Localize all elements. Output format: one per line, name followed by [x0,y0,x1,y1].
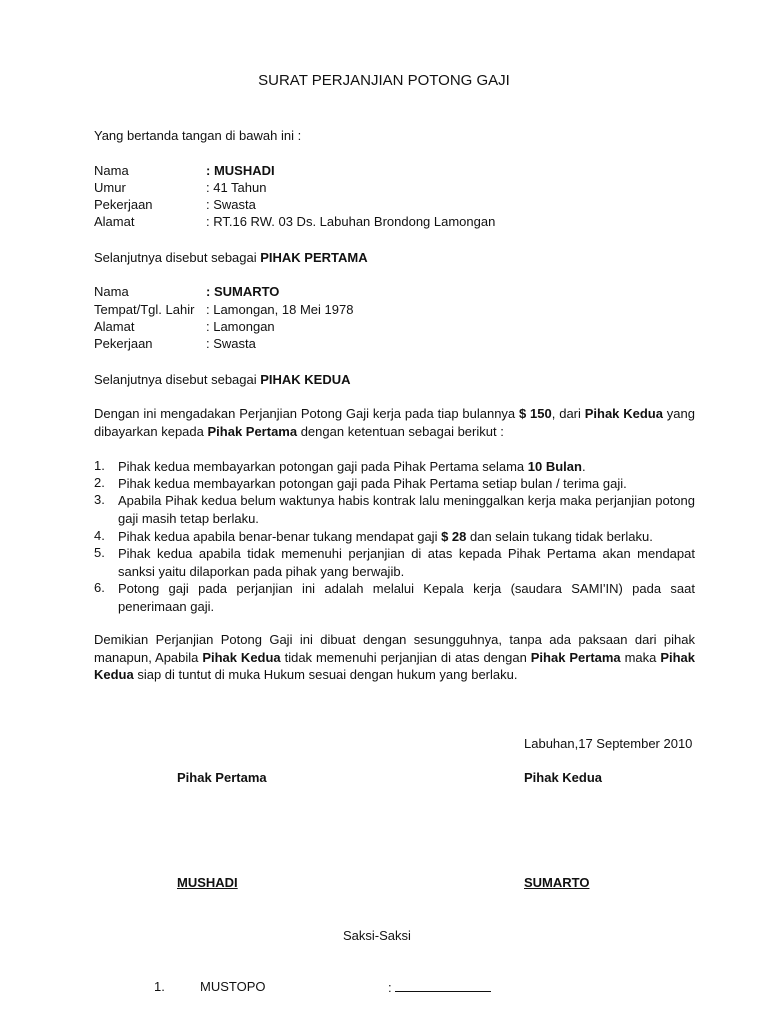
agreement-paragraph: Dengan ini mengadakan Perjanjian Potong Gaji kerja pada tiap bulannya $ 150, dari Pihak Kedua yang dibayarkan kepada Pihak Pertama dengan ketentuan sebagai berikut : [94,406,695,439]
term-text: Potong gaji pada perjanjian ini adalah melalui Kepala kerja (saudara SAMI'IN) pada saat penerimaan gaji. [118,581,695,614]
party2-label-nama: Nama [94,284,129,299]
term-number: 3. [94,492,105,507]
witness-colon: : [388,980,392,995]
term-number: 2. [94,475,105,490]
place-date: Labuhan,17 September 2010 [524,736,693,751]
party1-label-nama: Nama [94,163,129,178]
term-text: Apabila Pihak kedua belum waktunya habis kontrak lalu meninggalkan kerja maka perjanjian potong gaji masih tetap berlaku. [118,493,695,526]
party2-value-nama: : SUMARTO [206,284,280,299]
witness-number: 1. [154,979,165,994]
party2-label-alamat: Alamat [94,319,135,334]
party1-value-pekerjaan: : Swasta [206,197,256,212]
party2-value-pekerjaan: : Swasta [206,336,256,351]
term-number: 1. [94,458,105,473]
witness-name: MUSTOPO [200,979,266,994]
party1-label-pekerjaan: Pekerjaan [94,197,153,212]
party2-value-alamat: : Lamongan [206,319,275,334]
party1-value-umur: : 41 Tahun [206,180,267,195]
party1-label-alamat: Alamat [94,214,135,229]
term-number: 4. [94,528,105,543]
party2-label-pekerjaan: Pekerjaan [94,336,153,351]
witness-heading: Saksi-Saksi [343,928,411,943]
party2-value-ttl: : Lamongan, 18 Mei 1978 [206,302,354,317]
signature-right-role: Pihak Kedua [524,770,603,785]
intro-text: Yang bertanda tangan di bawah ini : [94,128,302,143]
document-title: SURAT PERJANJIAN POTONG GAJI [258,72,510,89]
party1-designation: Selanjutnya disebut sebagai PIHAK PERTAMA [94,250,368,265]
witness-signature-field [388,979,491,995]
signature-right-name: SUMARTO [524,875,590,890]
term-text: Pihak kedua apabila tidak memenuhi perjanjian di atas kepada Pihak Pertama akan mendapat sanksi yaitu dilaporkan pada pihak yang berwajib. [118,546,695,579]
term-text: Pihak kedua membayarkan potongan gaji pada Pihak Pertama selama 10 Bulan. [118,459,586,474]
witness-signature-line [395,979,491,992]
party1-label-umur: Umur [94,180,126,195]
signature-left-role: Pihak Pertama [177,770,267,785]
party2-label-ttl: Tempat/Tgl. Lahir [94,302,195,317]
party2-designation: Selanjutnya disebut sebagai PIHAK KEDUA [94,372,351,387]
term-number: 6. [94,580,105,595]
term-text: Pihak kedua apabila benar-benar tukang mendapat gaji $ 28 dan selain tukang tidak berlaku. [118,529,653,544]
closing-paragraph: Demikian Perjanjian Potong Gaji ini dibuat dengan sesungguhnya, tanpa ada paksaan dari pihak manapun, Apabila Pihak Kedua tidak memenuhi perjanjian di atas dengan Pihak Pertama maka Pihak Kedua siap di tuntut di muka Hukum sesuai dengan hukum yang berlaku. [94,632,695,682]
signature-left-name: MUSHADI [177,875,238,890]
party1-value-nama: : MUSHADI [206,163,275,178]
term-text: Pihak kedua membayarkan potongan gaji pada Pihak Pertama setiap bulan / terima gaji. [118,476,627,491]
party1-value-alamat: : RT.16 RW. 03 Ds. Labuhan Brondong Lamongan [206,214,496,229]
term-number: 5. [94,545,105,560]
